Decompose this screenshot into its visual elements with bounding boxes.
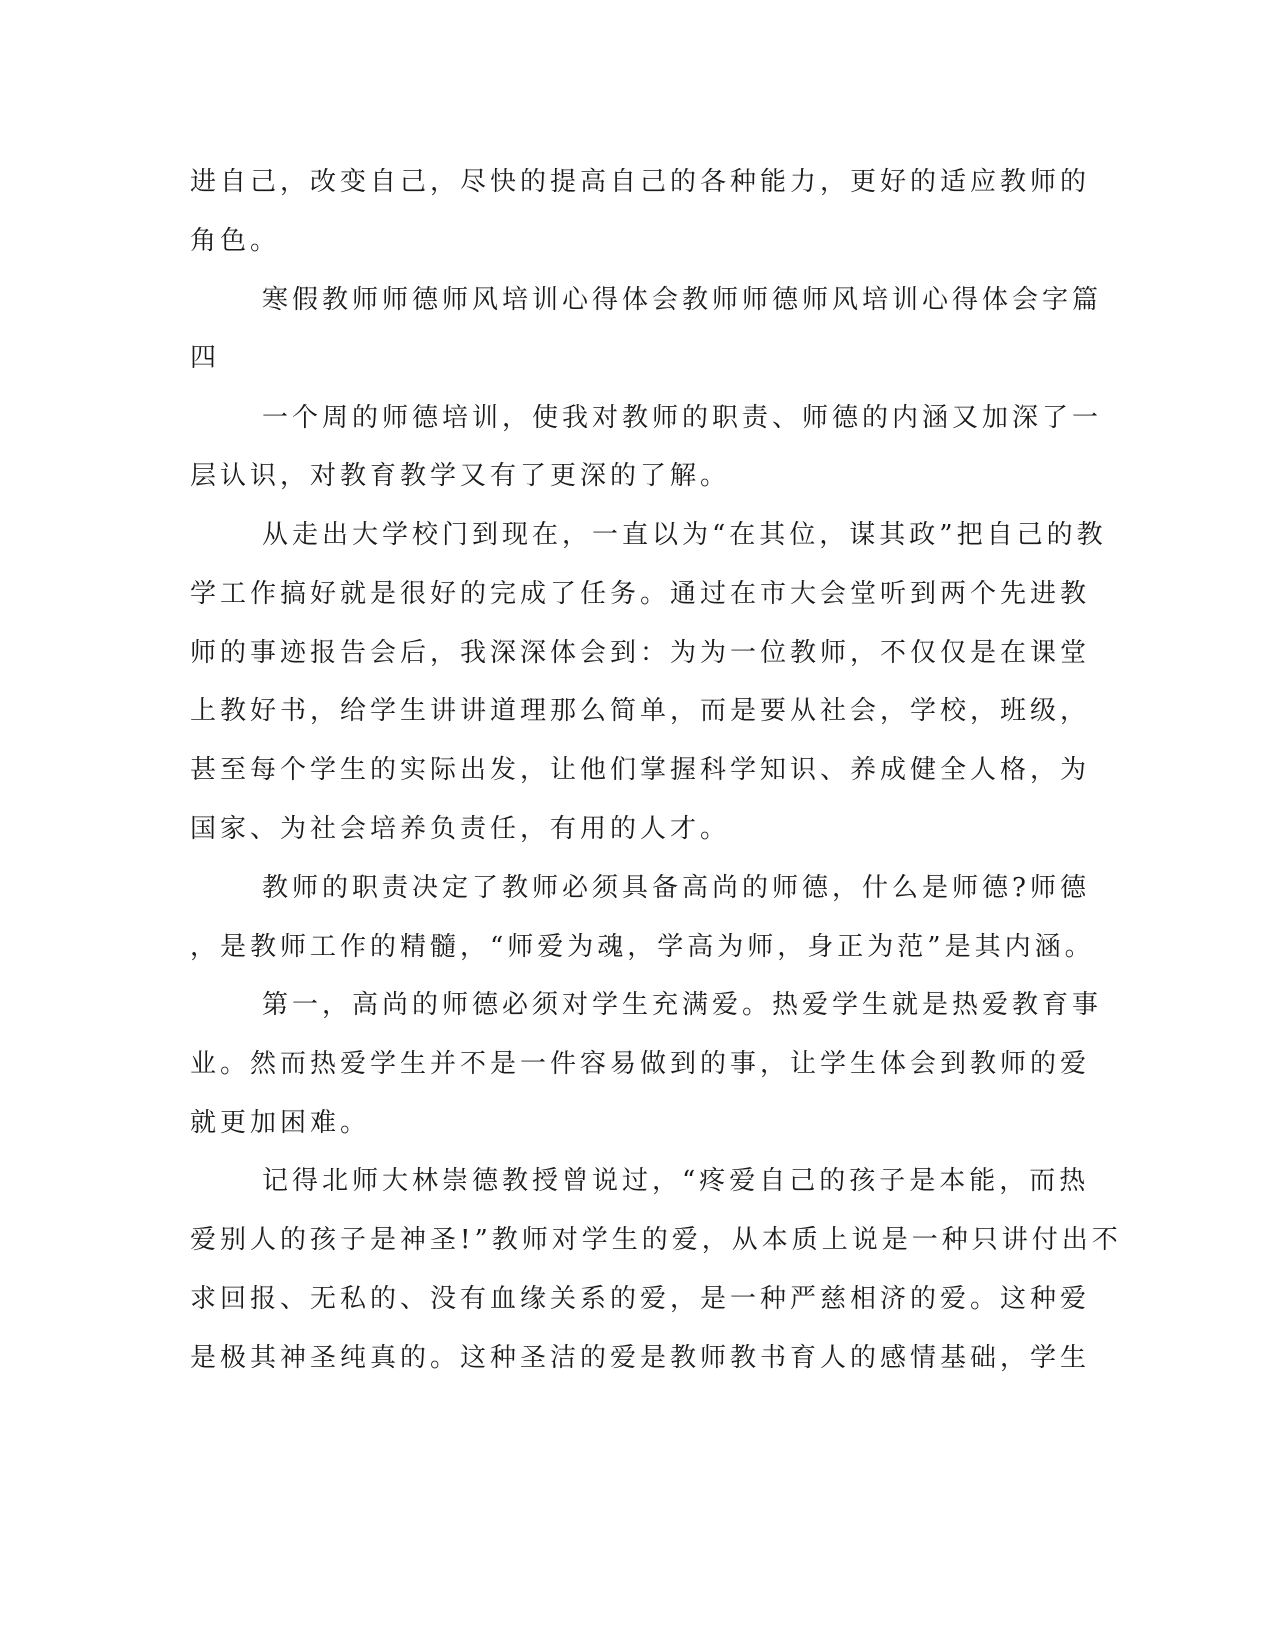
text-line: 是极其神圣纯真的。这种圣洁的爱是教师教书育人的感情基础，学生 bbox=[190, 1343, 1091, 1373]
text-line: ，是教师工作的精髓，“师爱为魂，学高为师，身正为范”是其内涵。 bbox=[190, 932, 1095, 962]
text-line: 爱别人的孩子是神圣!”教师对学生的爱，从本质上说是一种只讲付出不 bbox=[190, 1225, 1122, 1255]
text-line: 进自己，改变自己，尽快的提高自己的各种能力，更好的适应教师的 bbox=[190, 167, 1091, 197]
text-line: 甚至每个学生的实际出发，让他们掌握科学知识、养成健全人格，为 bbox=[190, 755, 1091, 785]
text-line: 业。然而热爱学生并不是一件容易做到的事，让学生体会到教师的爱 bbox=[190, 1049, 1091, 1079]
text-line: 就更加困难。 bbox=[190, 1108, 371, 1138]
text-line: 国家、为社会培养负责任，有用的人才。 bbox=[190, 814, 731, 844]
section-heading: 四 bbox=[190, 343, 221, 373]
text-line: 从走出大学校门到现在，一直以为“在其位，谋其政”把自己的教 bbox=[262, 520, 1107, 550]
text-line: 角色。 bbox=[190, 226, 281, 256]
text-line: 师的事迹报告会后，我深深体会到：为为一位教师，不仅仅是在课堂 bbox=[190, 638, 1091, 668]
section-heading: 寒假教师师德师风培训心得体会教师师德师风培训心得体会字篇 bbox=[262, 285, 1103, 315]
text-line: 第一，高尚的师德必须对学生充满爱。热爱学生就是热爱教育事 bbox=[262, 990, 1103, 1020]
text-line: 上教好书，给学生讲讲道理那么简单，而是要从社会，学校，班级， bbox=[190, 696, 1091, 726]
text-line: 教师的职责决定了教师必须具备高尚的师德，什么是师德?师德 bbox=[262, 873, 1090, 903]
text-line: 求回报、无私的、没有血缘关系的爱，是一种严慈相济的爱。这种爱 bbox=[190, 1284, 1091, 1314]
text-line: 层认识，对教育教学又有了更深的了解。 bbox=[190, 461, 731, 491]
text-line: 记得北师大林崇德教授曾说过，“疼爱自己的孩子是本能，而热 bbox=[262, 1166, 1090, 1196]
text-line: 学工作搞好就是很好的完成了任务。通过在市大会堂听到两个先进教 bbox=[190, 579, 1091, 609]
text-line: 一个周的师德培训，使我对教师的职责、师德的内涵又加深了一 bbox=[262, 403, 1103, 433]
